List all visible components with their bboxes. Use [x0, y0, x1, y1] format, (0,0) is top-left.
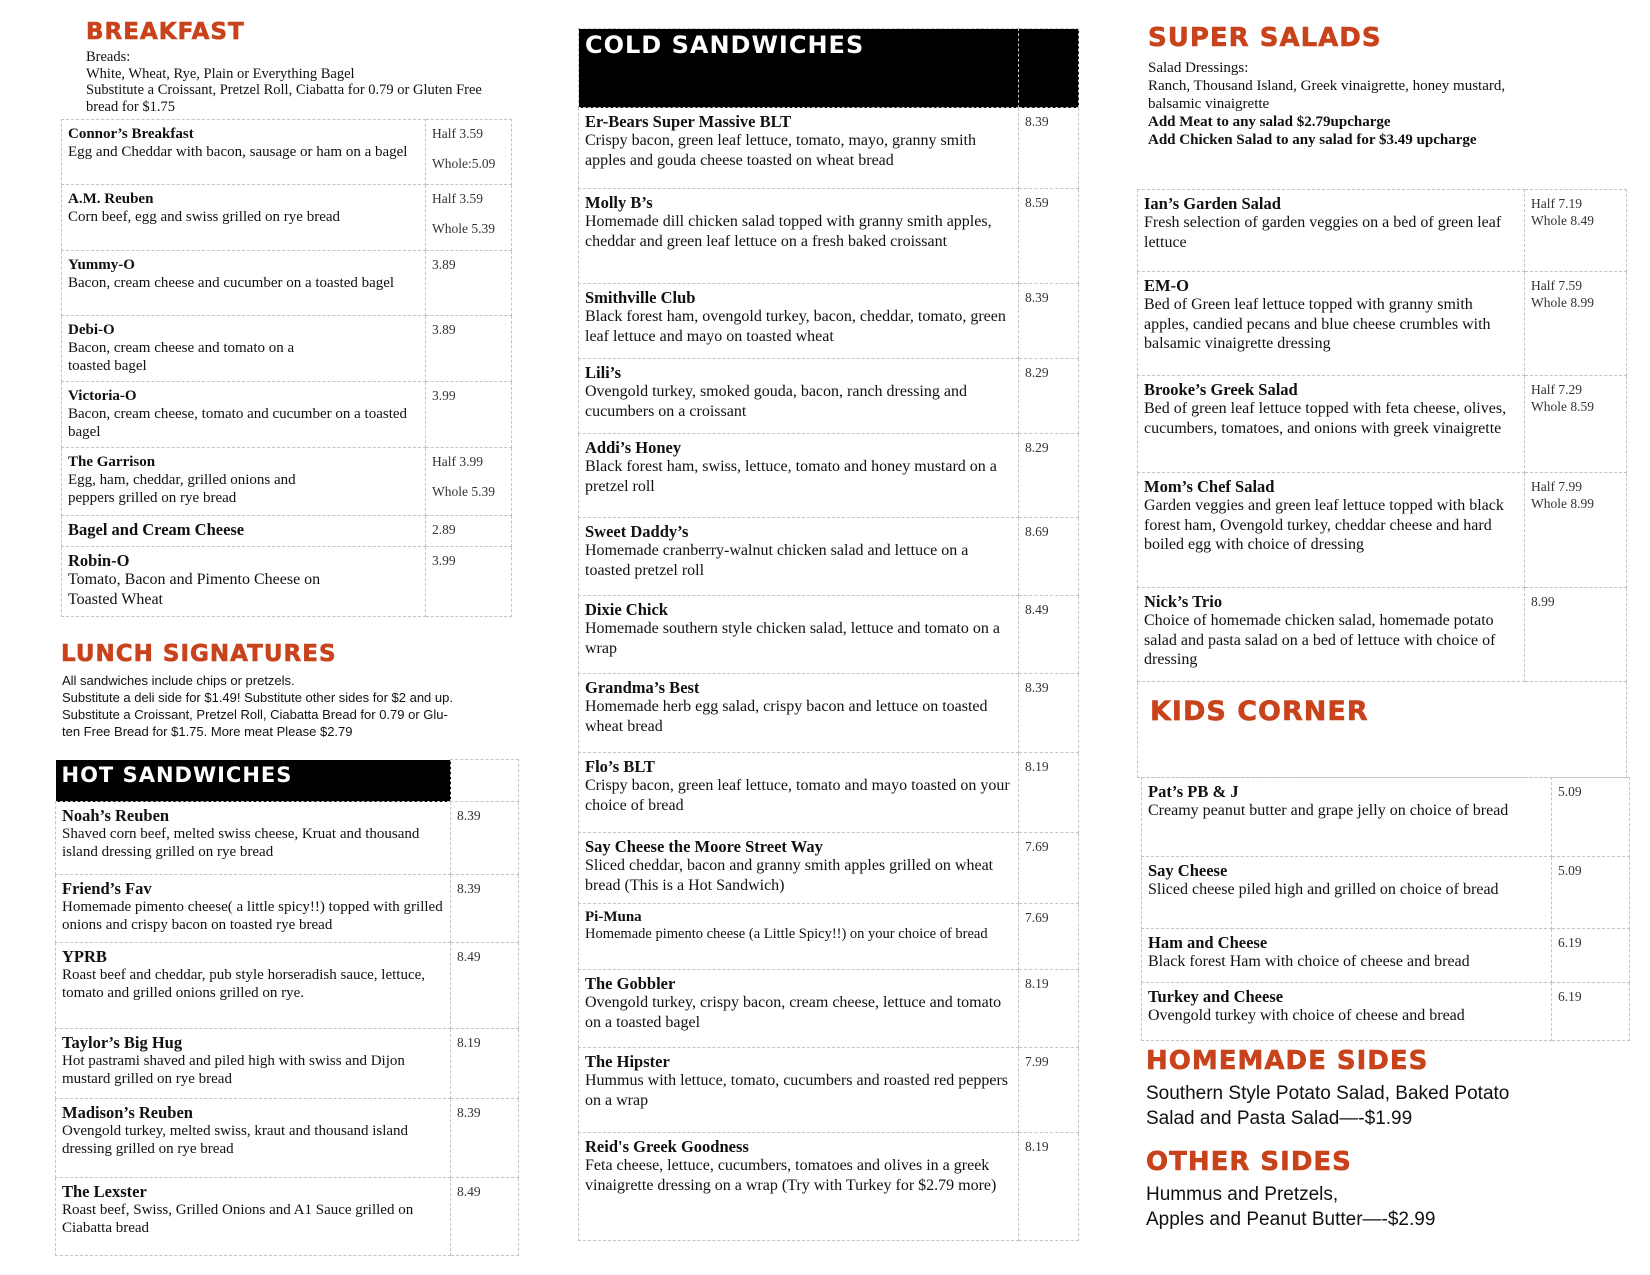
item-name: Lili’s	[585, 363, 622, 382]
menu-item-row	[1142, 929, 1630, 983]
item-description: Garden veggies and green leaf lettuce topped with black forest ham, Ovengold turkey, cheddar cheese and hard boiled egg with choice of dressing	[1144, 497, 1504, 553]
item-price: Whole 5.39	[432, 221, 495, 236]
other-sides-line: Apples and Peanut Butter—-$2.99	[1146, 1209, 1436, 1230]
item-description: Hot pastrami shaved and piled high with swiss and Dijon mustard grilled on rye bread	[62, 1053, 405, 1087]
item-description: Black forest ham, ovengold turkey, bacon, cheddar, tomato, green leaf lettuce and mayo on toasted wheat	[585, 308, 1006, 345]
item-price: 8.19	[1025, 976, 1049, 991]
breakfast-intro-line: Breads:	[86, 49, 131, 65]
breakfast-heading: BREAKFAST	[86, 19, 245, 45]
cold-sandwiches-header: COLD SANDWICHES	[579, 29, 1019, 108]
lunch-signatures-heading: LUNCH SIGNATURES	[61, 641, 337, 667]
menu-item-row	[1142, 983, 1630, 1041]
lunch-intro-line: Substitute a Croissant, Pretzel Roll, Ciabatta Bread for 0.79 or Glu-	[62, 707, 448, 722]
item-name: The Hipster	[585, 1052, 670, 1071]
item-price: Half 3.59	[432, 126, 483, 141]
item-price: 8.39	[457, 881, 481, 896]
item-name: Brooke’s Greek Salad	[1144, 380, 1298, 399]
other-sides-heading: OTHER SIDES	[1146, 1147, 1352, 1177]
menu-item-row	[1138, 588, 1627, 682]
item-name: Bagel and Cream Cheese	[68, 520, 245, 539]
salads-intro	[1148, 59, 1505, 149]
item-description: Crispy bacon, green leaf lettuce, tomato, mayo, granny smith apples and gouda cheese toasted on wheat bread	[585, 132, 976, 169]
menu-item-row	[579, 596, 1079, 674]
item-price: 8.99	[1531, 594, 1555, 609]
item-name: Grandma’s Best	[585, 678, 700, 697]
item-name: Friend’s Fav	[62, 879, 152, 898]
item-name: The Garrison	[68, 454, 156, 470]
lunch-intro-line: Substitute a deli side for $1.49! Substitute other sides for $2 and up.	[62, 690, 453, 705]
item-description: Bacon, cream cheese and tomato on a toasted bagel	[68, 340, 295, 374]
menu-item-row	[1142, 778, 1630, 857]
item-description: Feta cheese, lettuce, cucumbers, tomatoes and olives in a greek vinaigrette dressing on a wrap (Try with Turkey for $2.79 more)	[585, 1157, 997, 1194]
item-price: Whole 8.99	[1531, 295, 1594, 310]
hot-sandwiches-header: HOT SANDWICHES	[56, 760, 451, 802]
item-description: Homemade pimento cheese( a little spicy!!) topped with grilled onions and crispy bacon on toasted rye bread	[62, 899, 443, 933]
item-name: The Lexster	[62, 1182, 147, 1201]
item-name: Flo’s BLT	[585, 757, 655, 776]
menu-item-row	[579, 674, 1079, 753]
homemade-sides-text	[1146, 1081, 1509, 1131]
item-description: Shaved corn beef, melted swiss cheese, Kruat and thousand island dressing grilled on rye bread	[62, 826, 420, 860]
item-name: Pi-Muna	[585, 909, 642, 925]
item-price: Whole:5.09	[432, 156, 496, 171]
menu-item-row	[579, 970, 1079, 1048]
item-price: 6.19	[1558, 935, 1582, 950]
item-description: Sliced cheese piled high and grilled on choice of bread	[1148, 881, 1499, 898]
item-description: Bacon, cream cheese and cucumber on a toasted bagel	[68, 275, 395, 291]
item-name: Robin-O	[68, 551, 130, 570]
item-description: Fresh selection of garden veggies on a bed of green leaf lettuce	[1144, 214, 1502, 251]
menu-item-row	[62, 251, 512, 316]
item-price: 7.69	[1025, 910, 1049, 925]
item-price: Half 7.29	[1531, 382, 1582, 397]
item-description: Ovengold turkey, crispy bacon, cream cheese, lettuce and tomato on a toasted bagel	[585, 994, 1002, 1031]
item-price: 8.39	[1025, 114, 1049, 129]
item-price: 8.39	[457, 1105, 481, 1120]
item-price: Whole 5.39	[432, 484, 495, 499]
item-name: Say Cheese the Moore Street Way	[585, 837, 823, 856]
item-name: Turkey and Cheese	[1148, 987, 1284, 1006]
item-description: Black forest Ham with choice of cheese and bread	[1148, 953, 1470, 970]
menu-item-row	[579, 1048, 1079, 1133]
item-price: 5.09	[1558, 784, 1582, 799]
item-description: Egg, ham, cheddar, grilled onions and peppers grilled on rye bread	[68, 472, 296, 506]
item-description: Homemade pimento cheese (a Little Spicy!!) on your choice of bread	[585, 926, 988, 942]
item-name: EM-O	[1144, 276, 1189, 295]
lunch-intro	[62, 672, 453, 740]
menu-item-row	[579, 1133, 1079, 1241]
item-price: 5.09	[1558, 863, 1582, 878]
item-price: 8.29	[1025, 440, 1049, 455]
menu-item-row	[56, 1178, 519, 1256]
homemade-sides-heading: HOMEMADE SIDES	[1146, 1046, 1429, 1076]
section-header-row	[56, 760, 519, 802]
item-description: Ovengold turkey, melted swiss, kraut and thousand island dressing grilled on rye bread	[62, 1123, 409, 1157]
item-description: Bed of Green leaf lettuce topped with granny smith apples, candied pecans and blue cheese crumbles with balsamic vinaigrette dressing	[1144, 296, 1491, 352]
item-name: Er-Bears Super Massive BLT	[585, 112, 792, 131]
other-sides-text	[1146, 1182, 1435, 1232]
item-name: Mom’s Chef Salad	[1144, 477, 1275, 496]
menu-item-row	[62, 120, 512, 185]
item-price: 3.89	[432, 257, 456, 272]
item-price: 7.99	[1025, 1054, 1049, 1069]
breakfast-menu-table	[61, 119, 512, 617]
item-name: Victoria-O	[68, 388, 137, 404]
item-description: Bed of green leaf lettuce topped with feta cheese, olives, cucumbers, tomatoes, and onions with greek vinaigrette	[1144, 400, 1507, 437]
item-name: YPRB	[62, 947, 107, 966]
item-price: 8.49	[457, 1184, 481, 1199]
item-name: Sweet Daddy’s	[585, 522, 689, 541]
item-name: Reid's Greek Goodness	[585, 1137, 749, 1156]
item-price: 2.89	[432, 522, 456, 537]
menu-item-row	[579, 753, 1079, 833]
item-name: Ham and Cheese	[1148, 933, 1268, 952]
item-price: Whole 8.99	[1531, 496, 1594, 511]
menu-item-row	[62, 185, 512, 251]
item-price: 3.99	[432, 388, 456, 403]
item-price: 3.99	[432, 553, 456, 568]
item-name: Say Cheese	[1148, 861, 1228, 880]
menu-item-row	[579, 108, 1079, 189]
section-header-row	[579, 29, 1079, 108]
item-price: 8.19	[457, 1035, 481, 1050]
super-salads-heading: SUPER SALADS	[1148, 23, 1382, 53]
kids-corner-heading: KIDS CORNER	[1138, 682, 1627, 778]
item-name: Debi-O	[68, 322, 115, 338]
menu-item-row	[579, 904, 1079, 970]
item-description: Ovengold turkey, smoked gouda, bacon, ranch dressing and cucumbers on a croissant	[585, 383, 967, 420]
menu-item-row	[62, 547, 512, 617]
menu-item-row	[62, 316, 512, 382]
item-description: Homemade cranberry-walnut chicken salad and lettuce on a toasted pretzel roll	[585, 542, 969, 579]
item-price: 8.49	[1025, 602, 1049, 617]
item-description: Roast beef and cheddar, pub style horseradish sauce, lettuce, tomato and grilled onions grilled on rye.	[62, 967, 426, 1001]
item-description: Roast beef, Swiss, Grilled Onions and A1 Sauce grilled on Ciabatta bread	[62, 1202, 414, 1236]
item-name: Noah’s Reuben	[62, 806, 170, 825]
section-header-row	[1138, 682, 1627, 778]
item-description: Homemade herb egg salad, crispy bacon and lettuce on toasted wheat bread	[585, 698, 988, 735]
hot-sandwiches-table	[55, 759, 519, 1256]
menu-item-row	[579, 833, 1079, 904]
item-name: Molly B’s	[585, 193, 653, 212]
item-name: Madison’s Reuben	[62, 1103, 193, 1122]
breakfast-intro	[86, 49, 482, 115]
item-price: 8.59	[1025, 195, 1049, 210]
menu-item-row	[579, 189, 1079, 284]
item-price: 8.39	[1025, 680, 1049, 695]
kids-corner-table	[1141, 777, 1630, 1041]
menu-item-row	[1138, 272, 1627, 376]
salads-chicken-upcharge: Add Chicken Salad to any salad for $3.49 upcharge	[1148, 132, 1477, 148]
cold-sandwiches-table	[578, 28, 1079, 1241]
item-description: Creamy peanut butter and grape jelly on choice of bread	[1148, 802, 1509, 819]
item-description: Ovengold turkey with choice of cheese and bread	[1148, 1007, 1465, 1024]
item-name: Pat’s PB & J	[1148, 782, 1239, 801]
breakfast-intro-line: bread for $1.75	[86, 98, 175, 115]
item-price: Half 7.59	[1531, 278, 1582, 293]
salads-intro-line: Ranch, Thousand Island, Greek vinaigrette, honey mustard,	[1148, 78, 1506, 94]
salads-meat-upcharge: Add Meat to any salad $2.79upcharge	[1148, 114, 1391, 130]
item-description: Tomato, Bacon and Pimento Cheese on Toasted Wheat	[68, 571, 321, 608]
item-description: Crispy bacon, green leaf lettuce, tomato and mayo toasted on your choice of bread	[585, 777, 1010, 814]
item-price: 8.19	[1025, 759, 1049, 774]
item-name: Addi’s Honey	[585, 438, 682, 457]
item-price: 8.39	[1025, 290, 1049, 305]
salads-intro-line: Salad Dressings:	[1148, 60, 1249, 76]
menu-item-row	[1138, 473, 1627, 588]
menu-item-row	[1138, 376, 1627, 473]
item-price: Whole 8.59	[1531, 399, 1594, 414]
lunch-intro-line: All sandwiches include chips or pretzels.	[62, 673, 295, 688]
menu-item-row	[62, 448, 512, 516]
item-description: Black forest ham, swiss, lettuce, tomato and honey mustard on a pretzel roll	[585, 458, 997, 495]
menu-item-row	[579, 434, 1079, 518]
breakfast-intro-line: Substitute a Croissant, Pretzel Roll, Ciabatta for 0.79 or Gluten Free	[86, 82, 482, 98]
item-description: Homemade dill chicken salad topped with granny smith apples, cheddar and green leaf lettuce on a fresh baked croissant	[585, 213, 992, 250]
menu-item-row	[56, 1029, 519, 1099]
item-description: Sliced cheddar, bacon and granny smith apples grilled on wheat bread (This is a Hot Sandwich)	[585, 857, 994, 894]
item-description: Corn beef, egg and swiss grilled on rye bread	[68, 209, 341, 225]
item-description: Choice of homemade chicken salad, homemade potato salad and pasta salad on a bed of lettuce with choice of dressing	[1144, 612, 1496, 668]
menu-item-row	[62, 516, 512, 547]
item-name: Smithville Club	[585, 288, 696, 307]
item-price: 3.89	[432, 322, 456, 337]
item-name: Taylor’s Big Hug	[62, 1033, 183, 1052]
item-price: 7.69	[1025, 839, 1049, 854]
item-price: 8.69	[1025, 524, 1049, 539]
menu-item-row	[579, 359, 1079, 434]
lunch-intro-line: ten Free Bread for $1.75. More meat Please $2.79	[62, 724, 353, 739]
other-sides-line: Hummus and Pretzels,	[1146, 1184, 1339, 1205]
item-name: A.M. Reuben	[68, 191, 154, 207]
menu-item-row	[56, 875, 519, 943]
item-description: Homemade southern style chicken salad, lettuce and tomato on a wrap	[585, 620, 1000, 657]
menu-item-row	[1138, 190, 1627, 272]
item-description: Hummus with lettuce, tomato, cucumbers and roasted red peppers on a wrap	[585, 1072, 1008, 1109]
item-price: Half 7.99	[1531, 479, 1582, 494]
menu-item-row	[56, 1099, 519, 1178]
item-name: Yummy-O	[68, 257, 135, 273]
super-salads-table	[1137, 189, 1627, 778]
item-description: Egg and Cheddar with bacon, sausage or ham on a bagel	[68, 144, 408, 160]
menu-item-row	[56, 802, 519, 875]
item-price: Half 3.99	[432, 454, 483, 469]
item-name: Connor’s Breakfast	[68, 126, 194, 142]
item-price: 6.19	[1558, 989, 1582, 1004]
menu-item-row	[62, 382, 512, 448]
breakfast-intro-line: White, Wheat, Rye, Plain or Everything Bagel	[86, 65, 355, 82]
item-price: Whole 8.49	[1531, 213, 1594, 228]
item-price: Half 3.59	[432, 191, 483, 206]
item-name: Dixie Chick	[585, 600, 668, 619]
item-name: The Gobbler	[585, 974, 676, 993]
item-price: Half 7.19	[1531, 196, 1582, 211]
item-price: 8.49	[457, 949, 481, 964]
item-description: Bacon, cream cheese, tomato and cucumber on a toasted bagel	[68, 406, 408, 440]
item-price: 8.29	[1025, 365, 1049, 380]
homemade-sides-line: Salad and Pasta Salad—-$1.99	[1146, 1108, 1413, 1129]
menu-item-row	[579, 284, 1079, 359]
menu-item-row	[56, 943, 519, 1029]
item-name: Ian’s Garden Salad	[1144, 194, 1281, 213]
salads-intro-line: balsamic vinaigrette	[1148, 96, 1270, 112]
item-name: Nick’s Trio	[1144, 592, 1223, 611]
menu-item-row	[1142, 857, 1630, 929]
item-price: 8.39	[457, 808, 481, 823]
menu-item-row	[579, 518, 1079, 596]
homemade-sides-line: Southern Style Potato Salad, Baked Potato	[1146, 1083, 1510, 1104]
item-price: 8.19	[1025, 1139, 1049, 1154]
